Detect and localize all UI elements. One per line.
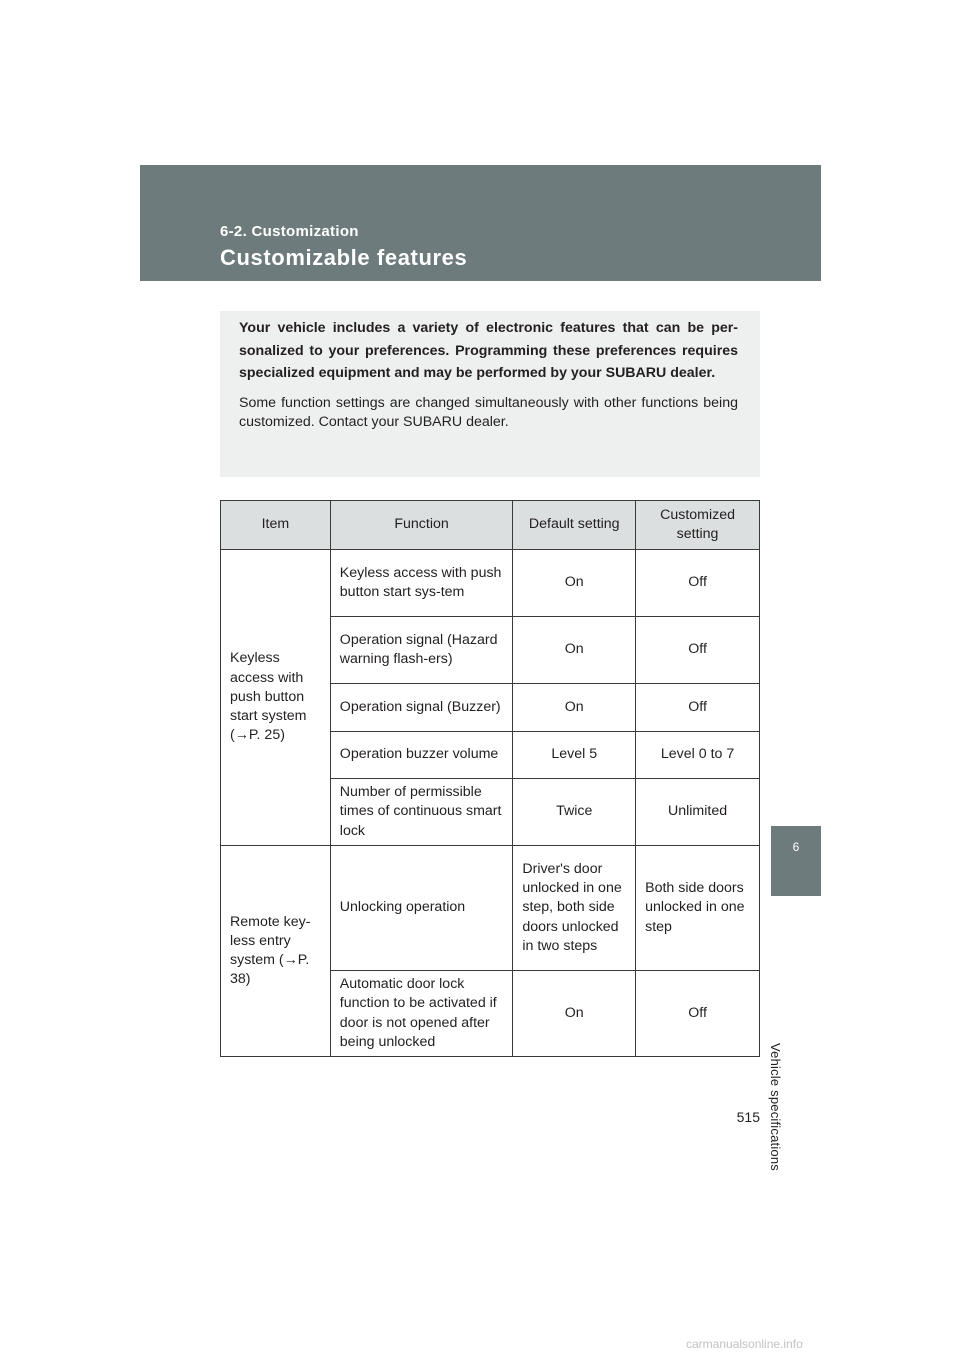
- intro-box: [220, 311, 760, 477]
- table-header-row: [221, 501, 760, 550]
- function-cell: Operation buzzer volume: [330, 732, 513, 779]
- table-row: [221, 550, 760, 617]
- table-row: [221, 846, 760, 971]
- function-cell: Automatic door lock function to be activated if door is not opened after being unlocked: [330, 971, 513, 1057]
- chapter-number: 6: [792, 840, 800, 854]
- default-cell: Twice: [513, 779, 636, 846]
- customized-cell: Both side doors unlocked in one step: [636, 846, 760, 971]
- page-number: 515: [736, 1109, 760, 1125]
- chapter-tab: [771, 826, 821, 896]
- watermark: carmanualsonline.info: [686, 1337, 803, 1351]
- header-default-setting: Default setting: [513, 501, 636, 550]
- default-cell: Level 5: [513, 732, 636, 779]
- default-cell: On: [513, 971, 636, 1057]
- customization-table: [220, 500, 760, 1057]
- section-label: 6-2. Customization: [220, 223, 359, 240]
- page-title: Customizable features: [220, 245, 468, 270]
- customized-cell: Off: [636, 550, 760, 617]
- function-cell: Operation signal (Hazard warning flash-ers): [330, 617, 513, 684]
- customized-cell: Level 0 to 7: [636, 732, 760, 779]
- customized-cell: Off: [636, 617, 760, 684]
- default-cell: On: [513, 684, 636, 732]
- customized-cell: Off: [636, 684, 760, 732]
- default-cell: Driver's door unlocked in one step, both side doors unlocked in two steps: [513, 846, 636, 971]
- item-cell: Keyless access with push button start system (→P. 25): [221, 550, 331, 846]
- default-cell: On: [513, 617, 636, 684]
- customized-cell: Unlimited: [636, 779, 760, 846]
- header-function: Function: [330, 501, 513, 550]
- intro-normal-text: Some function settings are changed simultaneously with other functions being customized. Contact your SUBARU dealer.: [239, 394, 738, 430]
- header-item: Item: [221, 501, 331, 550]
- header-customized-setting: Customized setting: [636, 501, 760, 550]
- chapter-label: Vehicle specifications: [768, 1043, 783, 1171]
- function-cell: Operation signal (Buzzer): [330, 684, 513, 732]
- function-cell: Keyless access with push button start sys-tem: [330, 550, 513, 617]
- customized-cell: Off: [636, 971, 760, 1057]
- item-cell: Remote key-less entry system (→P. 38): [221, 846, 331, 1057]
- header-band: [140, 165, 821, 281]
- intro-bold-text: Your vehicle includes a variety of electronic features that can be per-sonalized to your preferences. Programming these preferences requires specialized equipment and may be performed by your SUBARU dealer.: [239, 320, 738, 381]
- function-cell: Number of permissible times of continuous smart lock: [330, 779, 513, 846]
- default-cell: On: [513, 550, 636, 617]
- function-cell: Unlocking operation: [330, 846, 513, 971]
